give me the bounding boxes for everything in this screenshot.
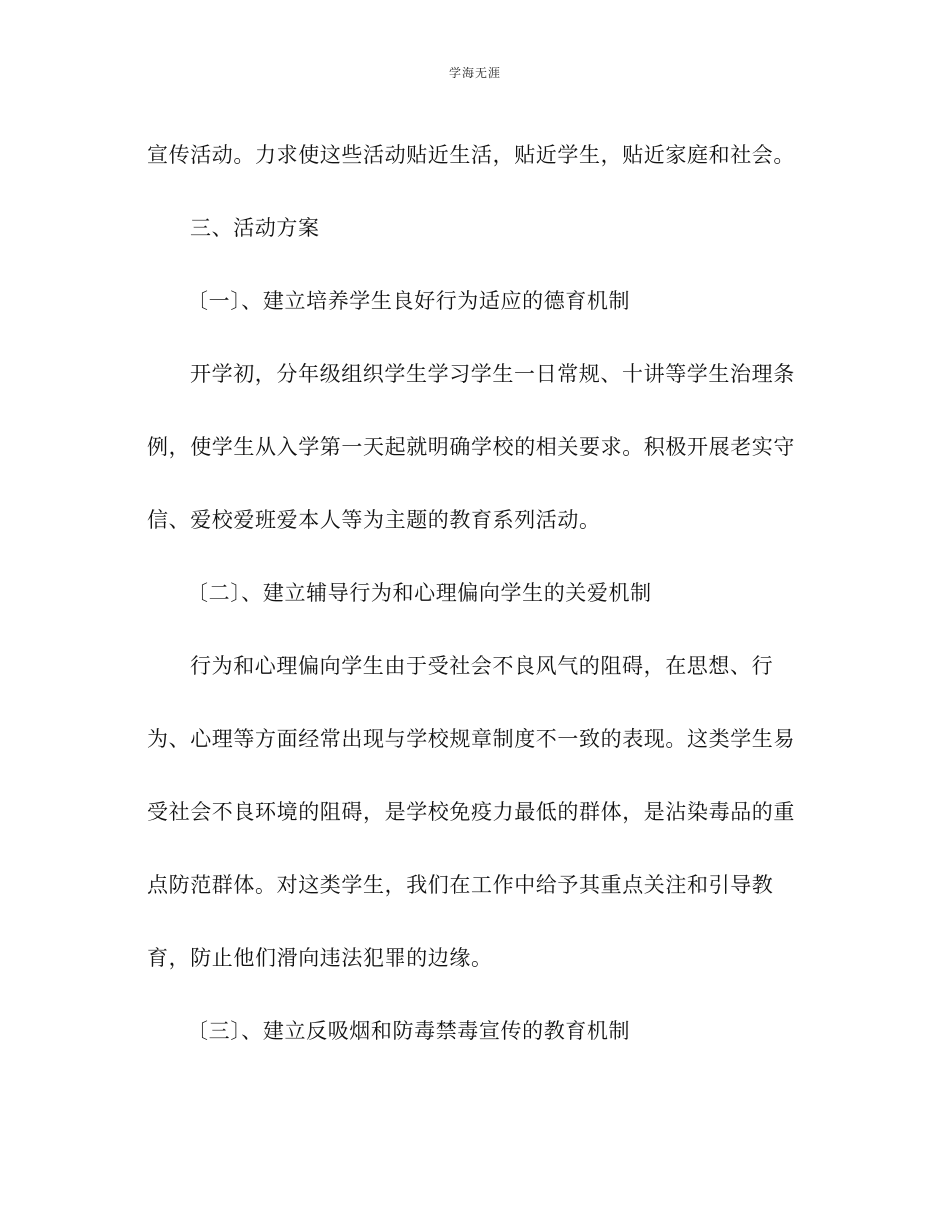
- subsection-heading: 〔二〕、建立辅导行为和心理偏向学生的关爱机制: [187, 581, 652, 605]
- paragraph-line: 受社会不良环境的阻碍，是学校免疫力最低的群体，是沾染毒品的重: [147, 800, 795, 824]
- paragraph-line: 信、爱校爱班爱本人等为主题的教育系列活动。: [147, 508, 601, 532]
- paragraph-line: 开学初，分年级组织学生学习学生一日常规、十讲等学生治理条: [190, 362, 795, 386]
- document-body: [147, 131, 807, 1080]
- paragraph-line: 点防范群体。对这类学生，我们在工作中给予其重点关注和引导教: [147, 873, 774, 897]
- page-header: 学海无涯: [448, 66, 501, 80]
- paragraph-line: 例，使学生从入学第一天起就明确学校的相关要求。积极开展老实守: [147, 435, 795, 459]
- paragraph-line: 育，防止他们滑向违法犯罪的边缘。: [147, 946, 493, 970]
- paragraph-line: 宣传活动。力求使这些活动贴近生活，贴近学生，贴近家庭和社会。: [147, 143, 795, 167]
- section-heading: 三、活动方案: [190, 216, 320, 240]
- subsection-heading: 〔一〕、建立培养学生良好行为适应的德育机制: [187, 289, 631, 313]
- subsection-heading: 〔三〕、建立反吸烟和防毒禁毒宣传的教育机制: [187, 1019, 631, 1043]
- paragraph-line: 行为和心理偏向学生由于受社会不良风气的阻碍，在思想、行: [190, 654, 774, 678]
- paragraph-line: 为、心理等方面经常出现与学校规章制度不一致的表现。这类学生易: [147, 727, 795, 751]
